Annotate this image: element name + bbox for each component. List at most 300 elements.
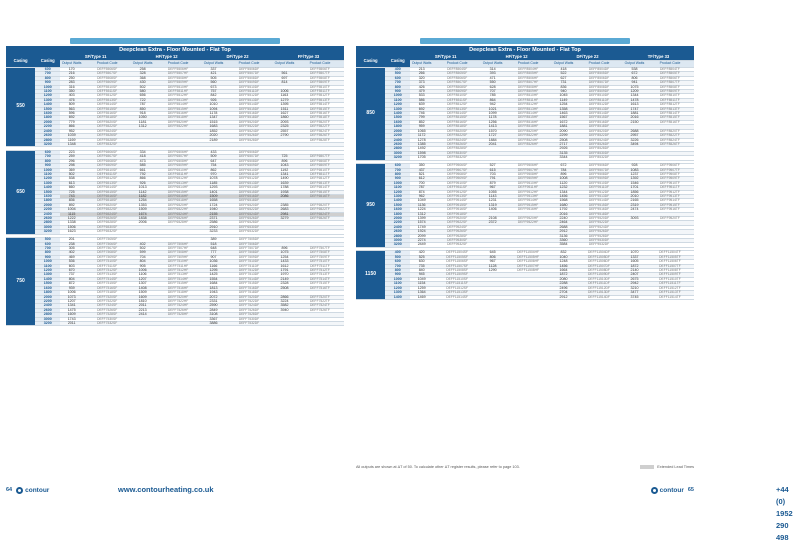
- length-cell: 800: [385, 172, 410, 176]
- table-row: [6, 321, 344, 325]
- product-code-cell: DEFF6520SF: [83, 203, 131, 207]
- output-cell: 627: [552, 76, 575, 80]
- product-code-cell: DEFF11504HF: [504, 251, 552, 255]
- product-code-cell: DEFF9510HF: [504, 181, 552, 185]
- output-cell: 1658: [202, 199, 225, 203]
- product-code-cell: DEFF8515HF: [504, 116, 552, 120]
- product-code-cell: DEFF6520HF: [154, 203, 202, 207]
- casing-height-cell: 1150: [356, 251, 385, 299]
- output-cell: 2508: [273, 286, 296, 290]
- product-code-cell: DEFF7510SF: [83, 260, 131, 264]
- output-cell: 879: [481, 181, 504, 185]
- product-code-cell: DEFF9524SF: [433, 225, 481, 229]
- output-cell: 1075: [273, 251, 296, 255]
- product-code-cell: DEFF8504DF: [575, 68, 623, 72]
- product-code-cell: DEFF6513TF: [296, 181, 344, 185]
- output-cell: 373: [410, 81, 433, 85]
- product-code-cell: DEFF9506TF: [646, 164, 694, 168]
- product-code-cell: DEFF9506SF: [433, 164, 481, 168]
- output-cell: 3477: [623, 291, 646, 295]
- output-cell: 1515: [202, 120, 225, 124]
- product-code-cell: DEFF8514HF: [504, 112, 552, 116]
- product-code-cell: DEFF9507HF: [504, 168, 552, 172]
- output-cell: 1004: [60, 208, 83, 212]
- length-cell: 2800: [35, 138, 60, 142]
- output-cell: 945: [410, 273, 433, 277]
- output-cell: 1348: [60, 142, 83, 146]
- output-cell: 2717: [552, 142, 575, 146]
- output-cell: 692: [60, 116, 83, 120]
- product-code-cell: DEFF5526TF: [296, 134, 344, 138]
- length-cell: 1400: [35, 186, 60, 190]
- left-footer: [6, 484, 49, 496]
- product-code-cell: DEFF7510TF: [296, 260, 344, 264]
- output-cell: 3226: [623, 138, 646, 142]
- type-header: SF/Type 11: [410, 54, 481, 61]
- output-cell: 840: [410, 269, 433, 273]
- product-code-cell: DEFF7526SF: [83, 308, 131, 312]
- product-code-cell: DEFF9513SF: [433, 194, 481, 198]
- length-cell: 700: [385, 81, 410, 85]
- length-cell: 2000: [385, 217, 410, 221]
- output-cell: 316: [60, 85, 83, 89]
- output-cell: 1209: [623, 90, 646, 94]
- output-cell: 707: [481, 90, 504, 94]
- output-cell: 1705: [410, 156, 433, 160]
- output-cell: 940: [552, 90, 575, 94]
- output-cell: 862: [202, 168, 225, 172]
- product-code-cell: DEFF8509SF: [433, 90, 481, 94]
- product-code-cell: DEFF6526DF: [225, 217, 273, 221]
- product-code-cell: DEFF5510DF: [225, 85, 273, 89]
- product-code-cell: DEFF9516SF: [433, 208, 481, 212]
- type-header: DF/Type 22: [202, 54, 273, 61]
- output-cell: 1169: [60, 138, 83, 142]
- output-cell: 1609: [131, 295, 154, 299]
- output-cell: 2108: [481, 217, 504, 221]
- output-cell: 1406: [481, 208, 504, 212]
- output-cell: 2328: [273, 282, 296, 286]
- output-cell: 2299: [552, 134, 575, 138]
- length-cell: 700: [385, 168, 410, 172]
- output-cell: 525: [410, 255, 433, 259]
- output-cell: 266: [410, 72, 433, 76]
- product-code-cell: DEFF6516HF: [154, 194, 202, 198]
- product-code-cell: DEFF8520TF: [646, 129, 694, 133]
- output-header: Output Watts: [131, 61, 154, 68]
- length-cell: 700: [385, 264, 410, 268]
- product-code-cell: DEFF8513DF: [575, 107, 623, 111]
- output-cell: 1312: [410, 212, 433, 216]
- output-cell: 648: [202, 247, 225, 251]
- output-cell: 518: [202, 242, 225, 246]
- length-cell: 1500: [385, 116, 410, 120]
- output-cell: 1279: [273, 98, 296, 102]
- product-code-cell: DEFF7507DF: [225, 247, 273, 251]
- output-cell: 1178: [202, 112, 225, 116]
- output-cell: 1115: [60, 212, 83, 216]
- code-header: Product Code: [83, 61, 131, 68]
- output-cell: 2704: [552, 291, 575, 295]
- length-cell: 3200: [385, 156, 410, 160]
- product-code-cell: DEFF9530SF: [433, 239, 481, 243]
- product-code-cell: DEFF5509HF: [154, 81, 202, 85]
- length-cell: 2000: [35, 120, 60, 124]
- product-code-cell: DEFF7516TF: [296, 286, 344, 290]
- output-cell: 596: [60, 112, 83, 116]
- length-cell: 500: [385, 72, 410, 76]
- product-code-cell: DEFF5516DF: [225, 112, 273, 116]
- product-code-cell: DEFF8513TF: [646, 107, 694, 111]
- length-cell: 3000: [35, 225, 60, 229]
- length-cell: 2600: [385, 142, 410, 146]
- output-cell: 2189: [202, 138, 225, 142]
- output-cell: 1881: [552, 125, 575, 129]
- product-code-cell: DEFF11508HF: [504, 269, 552, 273]
- product-code-cell: DEFF7509SF: [83, 255, 131, 259]
- product-code-cell: DEFF7509DF: [225, 255, 273, 259]
- product-code-cell: DEFF5509SF: [83, 81, 131, 85]
- product-code-cell: DEFF6507TF: [296, 155, 344, 159]
- contour-logo-right: [651, 487, 684, 494]
- contour-logo-icon: [16, 487, 23, 494]
- product-code-cell: DEFF8514SF: [433, 112, 481, 116]
- product-code-cell: DEFF9516HF: [504, 208, 552, 212]
- output-cell: 1749: [410, 225, 433, 229]
- product-code-cell: DEFF7524HF: [154, 304, 202, 308]
- output-cell: 1039: [60, 134, 83, 138]
- product-code-cell: DEFF11505DF: [575, 255, 623, 259]
- output-cell: 238: [60, 242, 83, 246]
- product-code-cell: DEFF7520SF: [83, 295, 131, 299]
- output-cell: 350: [410, 164, 433, 168]
- output-cell: 1456: [552, 264, 575, 268]
- product-code-cell: DEFF8511TF: [646, 98, 694, 102]
- product-code-cell: DEFF7508SF: [83, 251, 131, 255]
- output-cell: 2910: [202, 225, 225, 229]
- output-cell: 1149: [552, 98, 575, 102]
- output-cell: 3344: [552, 156, 575, 160]
- output-cell: 3224: [273, 299, 296, 303]
- output-cell: 2274: [410, 239, 433, 243]
- product-code-cell: DEFF9516TF: [646, 208, 694, 212]
- output-cell: 1021: [481, 107, 504, 111]
- output-cell: 561: [273, 72, 296, 76]
- casing-height-cell: 850: [356, 68, 385, 161]
- product-code-cell: DEFF7526DF: [225, 308, 273, 312]
- output-cell: 1567: [552, 116, 575, 120]
- product-code-cell: DEFF11505HF: [504, 255, 552, 259]
- product-code-cell: DEFF5514SF: [83, 103, 131, 107]
- length-cell: 1500: [385, 203, 410, 207]
- output-cell: 1938: [273, 190, 296, 194]
- output-cell: 1136: [410, 203, 433, 207]
- product-code-cell: DEFF8528SF: [433, 147, 481, 151]
- type-header: HF/Type 12: [481, 54, 552, 61]
- output-cell: 1290: [481, 269, 504, 273]
- product-code-cell: DEFF6506DF: [225, 150, 273, 154]
- casing-height-cell: 950: [356, 164, 385, 248]
- product-code-cell: DEFF8512SF: [433, 103, 481, 107]
- output-cell: 502: [131, 247, 154, 251]
- output-cell: 3940: [273, 308, 296, 312]
- output-cell: 2011: [131, 304, 154, 308]
- product-code-cell: DEFF7518DF: [225, 291, 273, 295]
- output-cell: 216: [60, 72, 83, 76]
- output-cell: 418: [131, 155, 154, 159]
- product-code-cell: DEFF6513SF: [83, 181, 131, 185]
- product-code-cell: DEFF8524SF: [433, 138, 481, 142]
- output-cell: 697: [273, 76, 296, 80]
- output-cell: 337: [202, 68, 225, 72]
- length-cell: 1800: [385, 212, 410, 216]
- product-code-cell: DEFF5514DF: [225, 103, 273, 107]
- product-code-cell: DEFF5511HF: [154, 90, 202, 94]
- product-code-cell: DEFF6526SF: [83, 217, 131, 221]
- output-cell: 2508: [552, 138, 575, 142]
- product-code-cell: DEFF9511HF: [504, 186, 552, 190]
- product-code-cell: DEFF7511TF: [296, 264, 344, 268]
- product-code-cell: DEFF8516HF: [504, 120, 552, 124]
- output-cell: 350: [60, 90, 83, 94]
- output-cell: 369: [60, 168, 83, 172]
- code-header: Product Code: [646, 61, 694, 68]
- output-cell: 639: [410, 103, 433, 107]
- output-cell: 1075: [623, 85, 646, 89]
- product-code-cell: DEFF5506SF: [83, 68, 131, 72]
- product-code-cell: DEFF6524HF: [154, 212, 202, 216]
- product-code-cell: DEFF9532SF: [433, 243, 481, 247]
- website-url[interactable]: www.contourheating.co.uk: [118, 485, 214, 494]
- length-cell: 1000: [385, 277, 410, 281]
- casing-length-header: Casing: [35, 54, 60, 68]
- product-code-cell: DEFF7507SF: [83, 247, 131, 251]
- product-code-cell: DEFF8506TF: [646, 76, 694, 80]
- product-code-cell: DEFF7515HF: [154, 282, 202, 286]
- output-cell: 804: [60, 277, 83, 281]
- length-cell: 2800: [35, 313, 60, 317]
- output-cell: 1006: [273, 90, 296, 94]
- product-code-cell: DEFF9518SF: [433, 212, 481, 216]
- length-cell: 600: [35, 150, 60, 154]
- product-code-cell: DEFF5506DF: [225, 68, 273, 72]
- product-code-cell: DEFF8508HF: [504, 85, 552, 89]
- output-cell: 2590: [202, 304, 225, 308]
- product-code-cell: DEFF7532SF: [83, 321, 131, 325]
- product-code-cell: DEFF5515TF: [296, 107, 344, 111]
- output-cell: 1036: [202, 260, 225, 264]
- output-cell: 896: [273, 159, 296, 163]
- output-header: Output Watts: [410, 61, 433, 68]
- product-code-cell: DEFF5515SF: [83, 107, 131, 111]
- output-cell: 852: [410, 120, 433, 124]
- length-cell: 2200: [35, 208, 60, 212]
- product-code-cell: DEFF6514TF: [296, 186, 344, 190]
- length-cell: 3200: [35, 230, 60, 234]
- output-cell: 1073: [60, 295, 83, 299]
- product-code-cell: DEFF11504TF: [646, 251, 694, 255]
- product-code-cell: DEFF8508TF: [646, 85, 694, 89]
- output-cell: 1013: [131, 186, 154, 190]
- output-cell: 1070: [623, 251, 646, 255]
- length-cell: 3000: [35, 317, 60, 321]
- output-cell: 785: [481, 94, 504, 98]
- output-cell: 421: [202, 72, 225, 76]
- product-code-cell: DEFF6516DF: [225, 194, 273, 198]
- product-code-cell: DEFF11506HF: [504, 260, 552, 264]
- output-cell: 1207: [131, 277, 154, 281]
- length-cell: 1500: [35, 282, 60, 286]
- product-code-cell: DEFF5526SF: [83, 134, 131, 138]
- contour-logo-icon: [651, 487, 658, 494]
- output-cell: 1509: [202, 194, 225, 198]
- product-code-cell: DEFF6514HF: [154, 186, 202, 190]
- output-cell: 1609: [60, 313, 83, 317]
- legend-label: Extended Lead Times: [657, 465, 694, 469]
- output-cell: 2688: [552, 225, 575, 229]
- output-cell: 1049: [410, 199, 433, 203]
- product-code-cell: DEFF8509TF: [646, 90, 694, 94]
- output-cell: 2155: [202, 212, 225, 216]
- product-code-cell: DEFF8510TF: [646, 94, 694, 98]
- output-cell: 3360: [552, 239, 575, 243]
- product-code-cell: DEFF9510SF: [433, 181, 481, 185]
- output-cell: 959: [410, 125, 433, 129]
- length-cell: 1600: [35, 194, 60, 198]
- output-cell: 1568: [552, 199, 575, 203]
- output-cell: 536: [60, 260, 83, 264]
- product-code-cell: DEFF9515DF: [575, 203, 623, 207]
- output-cell: 305: [60, 247, 83, 251]
- product-code-cell: DEFF8532SF: [433, 156, 481, 160]
- length-cell: 1800: [385, 125, 410, 129]
- product-code-cell: DEFF7518SF: [83, 291, 131, 295]
- output-cell: 1256: [481, 120, 504, 124]
- length-cell: 2400: [385, 138, 410, 142]
- output-cell: 1792: [552, 208, 575, 212]
- right-page: [350, 0, 793, 542]
- length-cell: 2600: [385, 230, 410, 234]
- type-header: FF/Type 33: [273, 54, 344, 61]
- title-bar-accent: [420, 38, 630, 44]
- product-code-cell: DEFF5508HF: [154, 76, 202, 80]
- product-code-cell: DEFF9513HF: [504, 194, 552, 198]
- output-cell: 962: [410, 194, 433, 198]
- output-cell: 1010: [202, 103, 225, 107]
- product-code-cell: DEFF11507SF: [433, 264, 481, 268]
- product-code-cell: DEFF9510TF: [646, 181, 694, 185]
- code-header: Product Code: [296, 61, 344, 68]
- product-code-cell: DEFF6520DF: [225, 203, 273, 207]
- product-code-cell: DEFF11507TF: [646, 264, 694, 268]
- product-code-cell: DEFF11511SF: [433, 282, 481, 286]
- product-code-cell: DEFF5511SF: [83, 90, 131, 94]
- output-cell: 836: [552, 85, 575, 89]
- product-code-cell: DEFF9508SF: [433, 172, 481, 176]
- length-cell: 1400: [35, 103, 60, 107]
- product-code-cell: DEFF11513DF: [575, 291, 623, 295]
- product-code-cell: DEFF7512TF: [296, 269, 344, 273]
- product-code-cell: DEFF11514SF: [433, 295, 481, 299]
- product-code-cell: DEFF5514TF: [296, 103, 344, 107]
- output-cell: 1509: [131, 291, 154, 295]
- output-cell: 3136: [552, 234, 575, 238]
- length-cell: 2400: [35, 212, 60, 216]
- type-header: HF/Type 12: [131, 54, 202, 61]
- output-cell: 1674: [131, 212, 154, 216]
- product-code-cell: DEFF6522SF: [83, 208, 131, 212]
- product-code-cell: DEFF7507TF: [296, 247, 344, 251]
- output-cell: 201: [60, 238, 83, 242]
- output-cell: 784: [552, 168, 575, 172]
- casing-height-header: Casing: [356, 54, 385, 68]
- output-cell: 3886: [202, 321, 225, 325]
- product-code-cell: DEFF6526HF: [154, 217, 202, 221]
- output-cell: 850: [131, 107, 154, 111]
- product-code-cell: DEFF7512DF: [225, 269, 273, 273]
- length-cell: 800: [35, 251, 60, 255]
- output-cell: 328: [131, 72, 154, 76]
- product-code-cell: DEFF8524HF: [504, 138, 552, 142]
- output-cell: 1940: [202, 208, 225, 212]
- output-cell: 402: [60, 251, 83, 255]
- output-cell: 1341: [273, 172, 296, 176]
- output-cell: 1237: [623, 172, 646, 176]
- product-code-cell: DEFF6515DF: [225, 190, 273, 194]
- product-code-cell: DEFF8511SF: [433, 98, 481, 102]
- output-cell: 2372: [481, 221, 504, 225]
- length-cell: 2600: [35, 217, 60, 221]
- product-code-cell: DEFF6515SF: [83, 190, 131, 194]
- product-code-cell: DEFF8532DF: [575, 156, 623, 160]
- product-code-cell: DEFF5508SF: [83, 76, 131, 80]
- product-code-cell: DEFF6522DF: [225, 208, 273, 212]
- output-cell: 746: [410, 112, 433, 116]
- product-code-cell: DEFF5518DF: [225, 116, 273, 120]
- product-code-cell: DEFF6530DF: [225, 225, 273, 229]
- product-code-cell: DEFF6507SF: [83, 155, 131, 159]
- output-cell: 2072: [202, 295, 225, 299]
- length-cell: 400: [385, 251, 410, 255]
- output-cell: 814: [273, 81, 296, 85]
- phone-number[interactable]: +44 (0) 1952 290 498: [776, 485, 793, 542]
- product-code-cell: DEFF11509SF: [433, 273, 481, 277]
- product-code-cell: DEFF8513SF: [433, 107, 481, 111]
- output-cell: 1546: [623, 181, 646, 185]
- output-cell: 3367: [202, 317, 225, 321]
- product-code-cell: DEFF5508TF: [296, 76, 344, 80]
- left-price-table: [6, 54, 344, 326]
- length-cell: 900: [35, 81, 60, 85]
- product-code-cell: [504, 295, 552, 299]
- code-header: Product Code: [433, 61, 481, 68]
- length-cell: 1600: [35, 286, 60, 290]
- product-code-cell: DEFF9509TF: [646, 177, 694, 181]
- product-code-cell: DEFF9513DF: [575, 194, 623, 198]
- length-cell: 1000: [35, 85, 60, 89]
- output-cell: 2464: [552, 221, 575, 225]
- product-code-cell: DEFF7522TF: [296, 299, 344, 303]
- product-code-cell: DEFF8508SF: [433, 85, 481, 89]
- product-code-cell: DEFF6508DF: [225, 159, 273, 163]
- output-cell: 1043: [273, 164, 296, 168]
- output-cell: 2912: [552, 230, 575, 234]
- product-code-cell: DEFF7510HF: [154, 260, 202, 264]
- product-code-cell: DEFF5518HF: [154, 116, 202, 120]
- output-cell: 1680: [552, 203, 575, 207]
- output-cell: 1408: [131, 286, 154, 290]
- product-code-cell: DEFF9520SF: [433, 217, 481, 221]
